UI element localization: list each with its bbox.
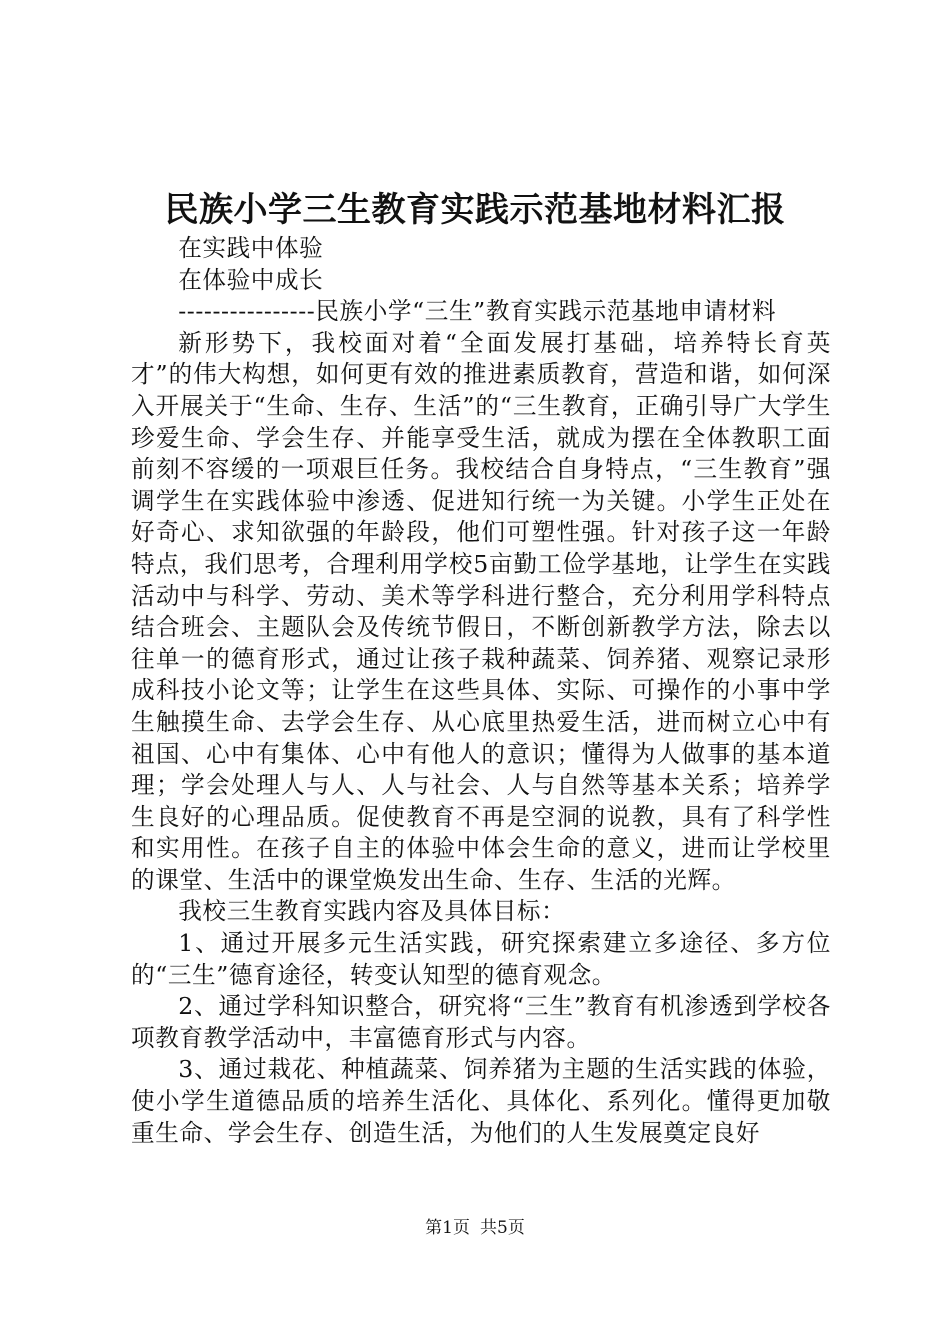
paragraph-intro: 新形势下，我校面对着“全面发展打基础，培养特长育英才”的伟大构想，如何更有效的推进素质教育，营造和谐，如何深入开展关于“生命、生存、生活”的“三生教育，正确引导广大学生珍爱生命、学会生存、并能享受生活，就成为摆在全体教职工面前刻不容缓的一项艰巨任务。我校结合自身特点，“三生教育”强调学生在实践体验中渗透、促进知行统一为关键。小学生正处在好奇心、求知欲强的年龄段，他们可塑性强。针对孩子这一年龄特点，我们思考，合理利用学校5亩勤工俭学基地，让学生在实践活动中与科学、劳动、美术等学科进行整合，充分利用学科特点结合班会、主题队会及传统节假日，不断创新教学方法，除去以往单一的德育形式，通过让孩子栽种蔬菜、饲养猪、观察记录形成科技小论文等；让学生在这些具体、实际、可操作的小事中学生触摸生命、去学会生存、从心底里热爱生活，进而树立心中有祖国、心中有集体、心中有他人的意识；懂得为人做事的基本道理；学会处理人与人、人与社会、人与自然等基本关系；培养学生良好的心理品质。促使教育不再是空洞的说教，具有了科学性和实用性。在孩子自主的体验中体会生命的意义，进而让学校里的课堂、生活中的课堂焕发出生命、生存、生活的光辉。 (131, 328, 831, 894)
paragraph-goal-2: 2、通过学科知识整合，研究将“三生”教育有机渗透到学校各项教育教学活动中，丰富德育形式与内容。 (131, 992, 831, 1052)
paragraph-goal-1: 1、通过开展多元生活实践，研究探索建立多途径、多方位的“三生”德育途径，转变认知型的德育观念。 (131, 929, 831, 989)
byline: ----------------民族小学“三生”教育实践示范基地申请材料 (178, 297, 777, 326)
page-total: 共5页 (480, 1218, 525, 1238)
page-number: 第1页 (425, 1218, 470, 1238)
subtitle-line-2: 在体验中成长 (178, 265, 324, 294)
paragraph-goals-heading: 我校三生教育实践内容及具体目标： (178, 897, 566, 926)
subtitle-line-1: 在实践中体验 (178, 234, 324, 262)
paragraph-goal-3: 3、通过栽花、种植蔬菜、饲养猪为主题的生活实践的体验，使小学生道德品质的培养生活化、具体化、系列化。懂得更加敬重生命、学会生存、创造生活，为他们的人生发展奠定良好 (131, 1055, 831, 1147)
document-body (131, 233, 831, 1149)
page-footer (0, 1216, 950, 1240)
document-title: 民族小学三生教育实践示范基地材料汇报 (164, 190, 786, 230)
